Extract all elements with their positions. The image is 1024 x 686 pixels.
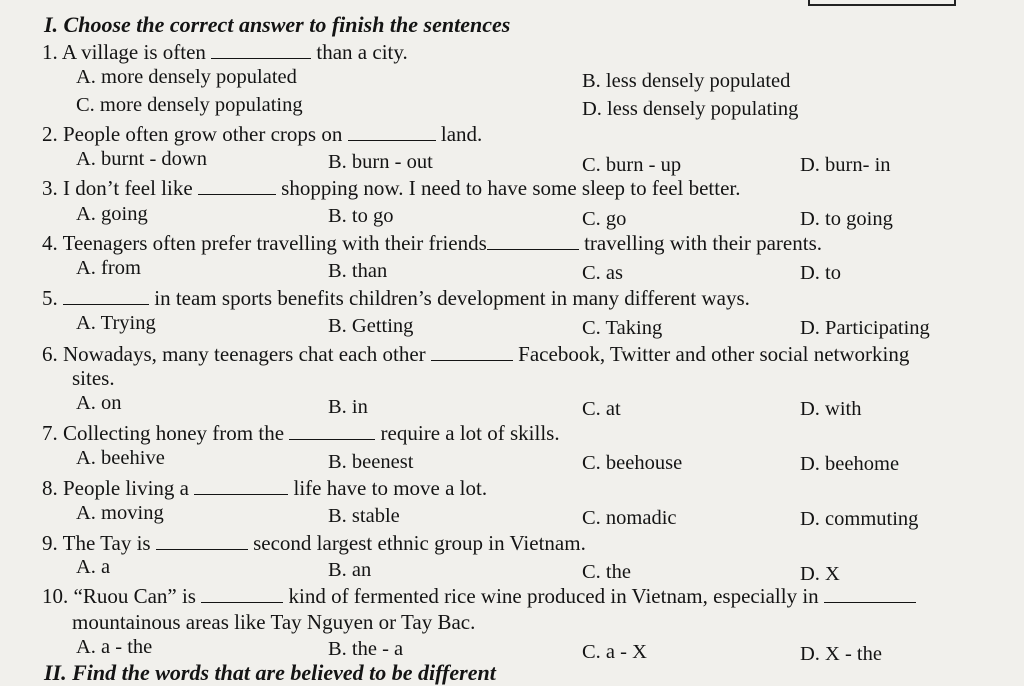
option-9c[interactable]: C. the xyxy=(582,561,631,583)
option-1d[interactable]: D. less densely populating xyxy=(582,98,799,120)
option-2a[interactable]: A. burnt - down xyxy=(76,148,207,170)
option-3c[interactable]: C. go xyxy=(582,208,627,230)
answer-blank xyxy=(194,476,288,495)
question-3: 3. I don’t feel like shopping now. I need to have some sleep to feel better. xyxy=(42,176,741,200)
question-10: 10. “Ruou Can” is kind of fermented rice wine produced in Vietnam, especially in xyxy=(42,584,916,609)
option-7c[interactable]: C. beehouse xyxy=(582,452,683,474)
option-6c[interactable]: C. at xyxy=(582,398,621,420)
option-10b[interactable]: B. the - a xyxy=(328,638,404,660)
question-7: 7. Collecting honey from the require a lot of skills. xyxy=(42,421,560,445)
question-1: 1. A village is often than a city. xyxy=(42,40,408,64)
option-7a[interactable]: A. beehive xyxy=(76,447,165,469)
option-4a[interactable]: A. from xyxy=(76,257,141,279)
answer-blank xyxy=(487,231,579,250)
option-10a[interactable]: A. a - the xyxy=(76,636,153,658)
option-9a[interactable]: A. a xyxy=(76,556,111,578)
question-4: 4. Teenagers often prefer travelling with their friends travelling with their parents. xyxy=(42,231,822,255)
option-10c[interactable]: C. a - X xyxy=(582,641,647,663)
option-2c[interactable]: C. burn - up xyxy=(582,154,682,176)
option-9d[interactable]: D. X xyxy=(800,563,840,585)
option-8c[interactable]: C. nomadic xyxy=(582,507,677,529)
option-3a[interactable]: A. going xyxy=(76,203,148,225)
answer-blank xyxy=(211,40,311,59)
question-10-continuation: mountainous areas like Tay Nguyen or Tay Bac. xyxy=(72,610,476,634)
question-2: 2. People often grow other crops on land. xyxy=(42,122,483,146)
corner-score-box xyxy=(808,0,956,6)
question-8: 8. People living a life have to move a lot. xyxy=(42,476,488,500)
answer-blank xyxy=(201,584,283,603)
option-2d[interactable]: D. burn- in xyxy=(800,154,891,176)
question-6: 6. Nowadays, many teenagers chat each other Facebook, Twitter and other social networking xyxy=(42,342,910,366)
option-9b[interactable]: B. an xyxy=(328,559,372,581)
option-7d[interactable]: D. beehome xyxy=(800,453,900,475)
option-4b[interactable]: B. than xyxy=(328,260,388,282)
section-heading: I. Choose the correct answer to finish the sentences xyxy=(44,12,511,37)
option-8d[interactable]: D. commuting xyxy=(800,508,919,530)
option-3d[interactable]: D. to going xyxy=(800,208,893,230)
option-8b[interactable]: B. stable xyxy=(328,505,400,527)
question-5: 5. in team sports benefits children’s development in many different ways. xyxy=(42,286,750,310)
answer-blank xyxy=(348,122,436,141)
option-5c[interactable]: C. Taking xyxy=(582,317,663,339)
option-4d[interactable]: D. to xyxy=(800,262,841,284)
answer-blank xyxy=(289,421,375,440)
option-5b[interactable]: B. Getting xyxy=(328,315,414,337)
option-4c[interactable]: C. as xyxy=(582,262,623,284)
option-6d[interactable]: D. with xyxy=(800,398,862,420)
answer-blank xyxy=(156,531,248,550)
option-6b[interactable]: B. in xyxy=(328,396,368,418)
option-3b[interactable]: B. to go xyxy=(328,205,394,227)
option-7b[interactable]: B. beenest xyxy=(328,451,414,473)
answer-blank xyxy=(431,342,513,361)
option-1c[interactable]: C. more densely populating xyxy=(76,94,303,116)
next-section-heading-cropped: II. Find the words that are believed to be different xyxy=(44,660,496,685)
option-8a[interactable]: A. moving xyxy=(76,502,164,524)
question-9: 9. The Tay is second largest ethnic group in Vietnam. xyxy=(42,531,586,555)
option-5d[interactable]: D. Participating xyxy=(800,317,930,339)
option-5a[interactable]: A. Trying xyxy=(76,312,156,334)
answer-blank xyxy=(198,176,276,195)
option-10d[interactable]: D. X - the xyxy=(800,643,882,665)
answer-blank xyxy=(63,286,149,305)
option-1a[interactable]: A. more densely populated xyxy=(76,66,297,88)
option-6a[interactable]: A. on xyxy=(76,392,122,414)
question-6-continuation: sites. xyxy=(72,366,115,390)
option-1b[interactable]: B. less densely populated xyxy=(582,70,791,92)
answer-blank-2 xyxy=(824,584,916,603)
option-2b[interactable]: B. burn - out xyxy=(328,151,433,173)
